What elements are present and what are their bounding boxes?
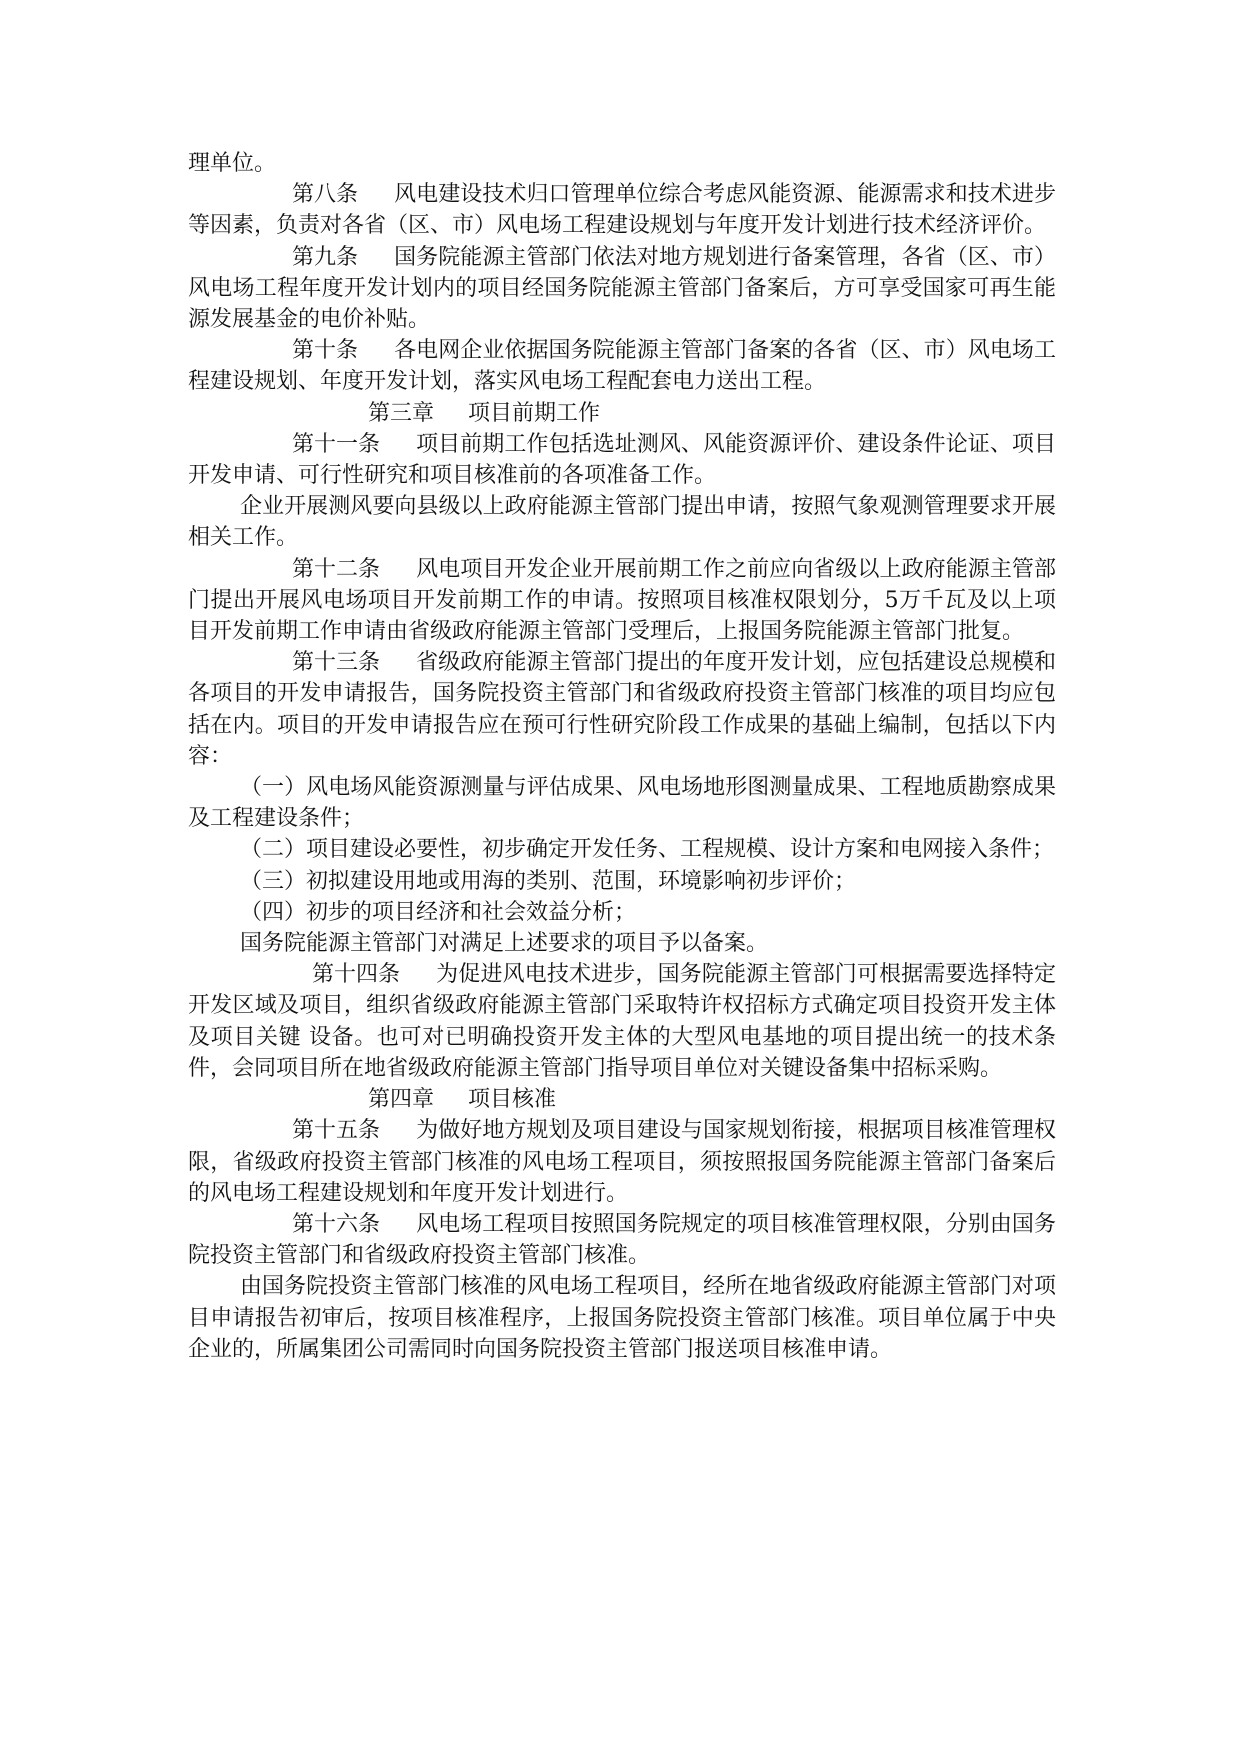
list-item-3	[188, 866, 1056, 897]
article-text: 风电建设技术归口管理单位综合考虑风能资源、能源需求和技术进步等因素，负责对各省（区、市）风电场工程建设规划与年度开发计划进行技术经济评价。	[188, 182, 1056, 239]
article-13-paragraph-2	[188, 928, 1056, 959]
article-label: 第十二条	[292, 556, 381, 582]
article-10	[188, 335, 1056, 397]
chapter-title: 项目前期工作	[468, 400, 601, 426]
list-item-text: （二）项目建设必要性，初步确定开发任务、工程规模、设计方案和电网接入条件；	[240, 837, 1055, 863]
article-text: 各电网企业依据国务院能源主管部门备案的各省（区、市）风电场工程建设规划、年度开发计划，落实风电场工程配套电力送出工程。	[188, 338, 1056, 395]
article-9	[188, 242, 1056, 336]
article-13	[188, 647, 1056, 772]
article-text: 省级政府能源主管部门提出的年度开发计划，应包括建设总规模和各项目的开发申请报告，国务院投资主管部门和省级政府投资主管部门核准的项目均应包括在内。项目的开发申请报告应在预可行性研究阶段工作成果的基础上编制，包括以下内容：	[188, 650, 1056, 769]
list-item-text: （三）初拟建设用地或用海的类别、范围，环境影响初步评价；	[240, 868, 857, 894]
list-item-4	[188, 897, 1056, 928]
article-label: 第十条	[292, 338, 359, 364]
article-14	[188, 959, 1056, 1084]
paragraph-text: 理单位。	[188, 151, 277, 176]
paragraph-continuation	[188, 148, 1056, 179]
article-text: 风电项目开发企业开展前期工作之前应向省级以上政府能源主管部门提出开展风电场项目开发前期工作的申请。按照项目核准权限划分，5万千瓦及以上项目开发前期工作申请由省级政府能源主管部门受理后，上报国务院能源主管部门批复。	[188, 556, 1056, 645]
list-item-text: （四）初步的项目经济和社会效益分析；	[240, 899, 637, 925]
article-text: 为促进风电技术进步，国务院能源主管部门可根据需要选择特定开发区域及项目，组织省级政府能源主管部门采取特许权招标方式确定项目投资开发主体及项目关键 设备。也可对已明确投资开发主体的大型风电基地的项目提出统一的技术条件，会同项目所在地省级政府能源主管部门指导项目单位对关键设备集中招标采购。	[188, 962, 1056, 1081]
chapter-label: 第三章	[368, 400, 435, 426]
article-16-paragraph-2	[188, 1271, 1056, 1365]
document-body	[188, 148, 1056, 1365]
article-15	[188, 1115, 1056, 1209]
list-item-2	[188, 834, 1056, 865]
paragraph-text: 企业开展测风要向县级以上政府能源主管部门提出申请，按照气象观测管理要求开展相关工作。	[188, 494, 1056, 551]
article-16	[188, 1209, 1056, 1271]
chapter-title: 项目核准	[468, 1087, 557, 1113]
article-label: 第八条	[292, 182, 359, 208]
article-label: 第十三条	[292, 650, 381, 676]
article-label: 第十四条	[312, 962, 401, 988]
list-item-1	[188, 772, 1056, 834]
chapter-4-heading	[188, 1084, 1056, 1115]
article-11-paragraph-2	[188, 491, 1056, 553]
article-label: 第十六条	[292, 1211, 381, 1237]
list-item-text: （一）风电场风能资源测量与评估成果、风电场地形图测量成果、工程地质勘察成果及工程建设条件；	[188, 775, 1056, 832]
chapter-3-heading	[188, 398, 1056, 429]
chapter-label: 第四章	[368, 1087, 435, 1113]
article-text: 国务院能源主管部门依法对地方规划进行备案管理，各省（区、市）风电场工程年度开发计划内的项目经国务院能源主管部门备案后，方可享受国家可再生能源发展基金的电价补贴。	[188, 244, 1056, 333]
article-text: 风电场工程项目按照国务院规定的项目核准管理权限，分别由国务院投资主管部门和省级政府投资主管部门核准。	[188, 1211, 1056, 1269]
article-text: 为做好地方规划及项目建设与国家规划衔接，根据项目核准管理权限，省级政府投资主管部门核准的风电场工程项目，须按照报国务院能源主管部门备案后的风电场工程建设规划和年度开发计划进行。	[188, 1118, 1056, 1206]
paragraph-text: 由国务院投资主管部门核准的风电场工程项目，经所在地省级政府能源主管部门对项目申请报告初审后，按项目核准程序，上报国务院投资主管部门核准。项目单位属于中央企业的，所属集团公司需同时向国务院投资主管部门报送项目核准申请。	[188, 1274, 1056, 1362]
article-text: 项目前期工作包括选址测风、风能资源评价、建设条件论证、项目开发申请、可行性研究和项目核准前的各项准备工作。	[188, 431, 1056, 489]
article-label: 第十一条	[292, 431, 381, 457]
article-label: 第十五条	[292, 1118, 381, 1144]
article-12	[188, 554, 1056, 648]
article-label: 第九条	[292, 244, 359, 270]
article-8	[188, 179, 1056, 241]
article-11	[188, 429, 1056, 491]
paragraph-text: 国务院能源主管部门对满足上述要求的项目予以备案。	[240, 931, 769, 957]
